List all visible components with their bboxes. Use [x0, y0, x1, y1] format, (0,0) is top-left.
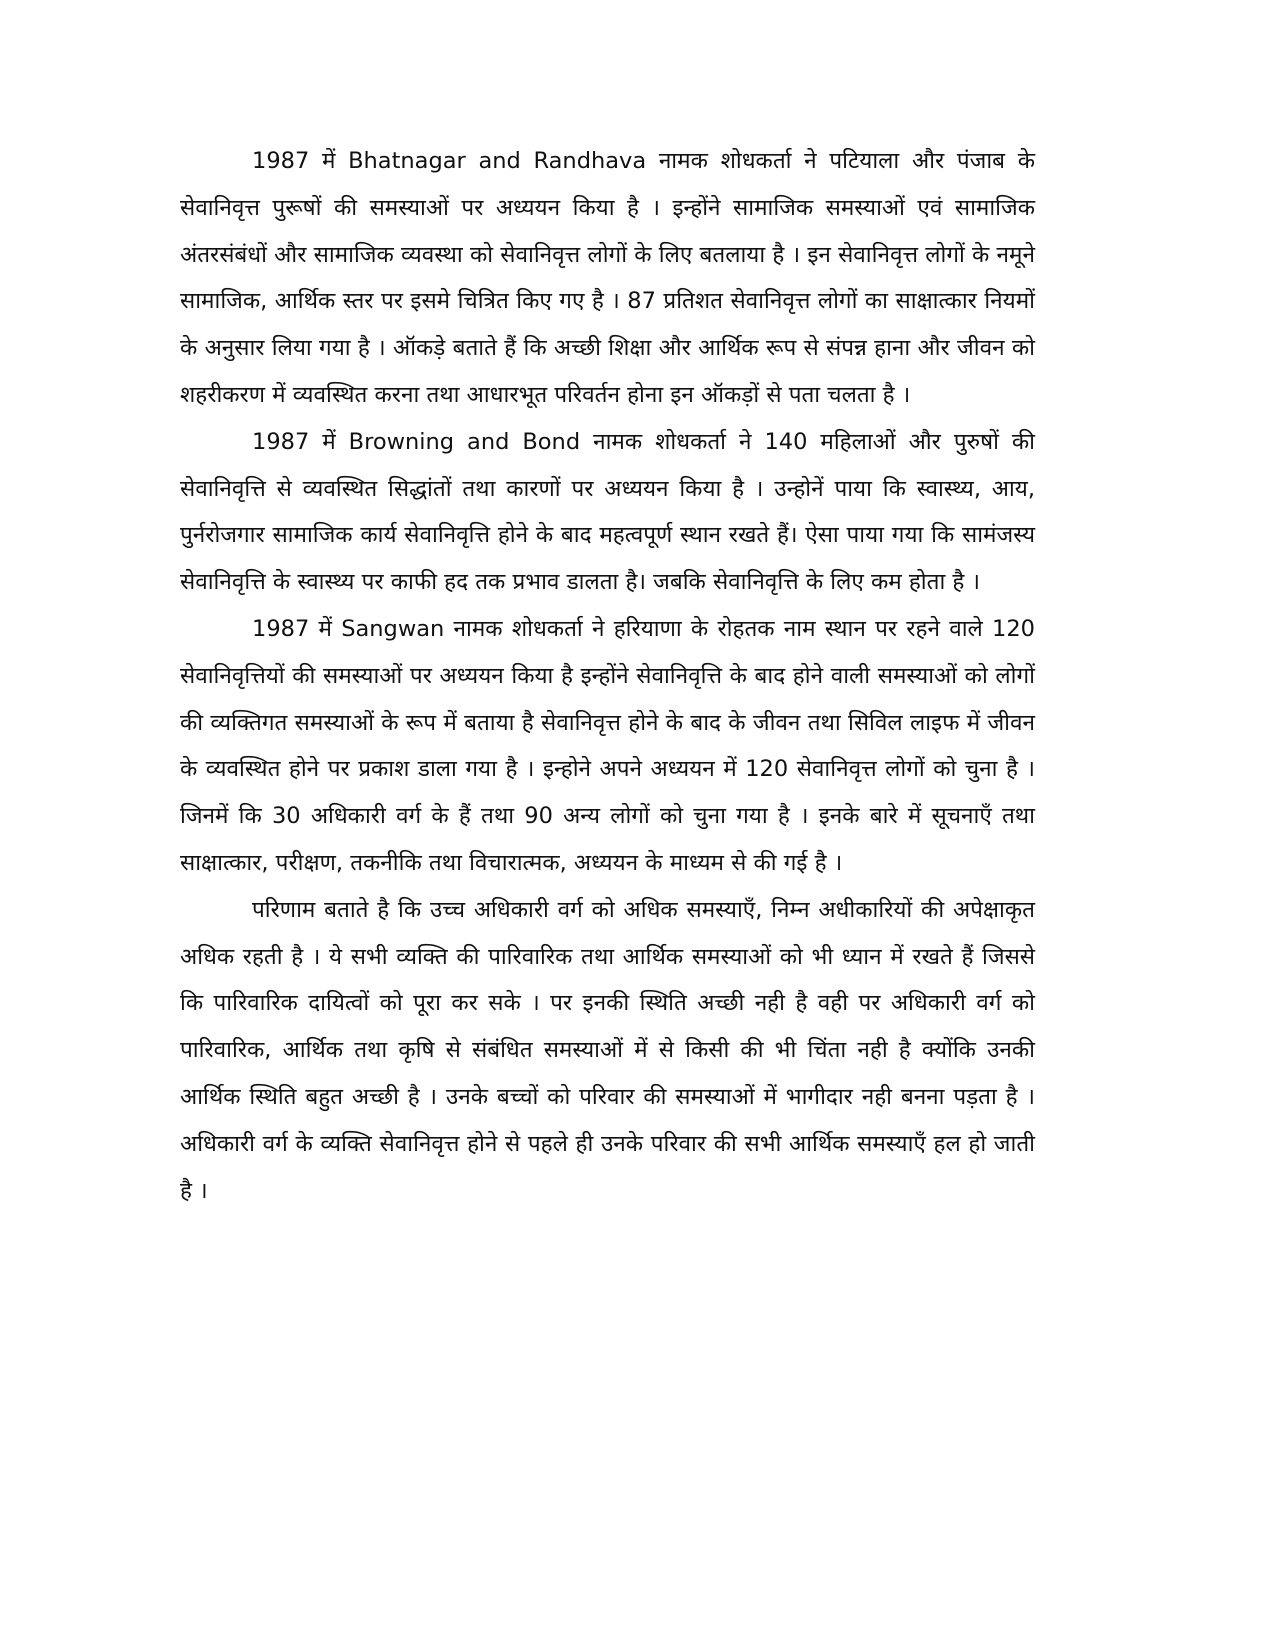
paragraph-browning-bond: 1987 में Browning and Bond नामक शोधकर्ता ने 140 महिलाओं और पुरुषों की सेवानिवृत्ति से व्यवस्थित सिद्धांतों तथा कारणों पर अध्ययन किया है । उन्होनें पाया कि स्वास्थ्य, आय, पुर्नरोजगार सामाजिक कार्य सेवानिवृत्ति होने के बाद महत्वपूर्ण स्थान रखते हैं। ऐसा पाया गया कि सामंजस्य सेवानिवृत्ति के स्वास्थ्य पर काफी हद तक प्रभाव डालता है। जबकि सेवानिवृत्ति के लिए कम होता है । [180, 428, 1035, 596]
paragraph-bhatnagar-randhava: 1987 में Bhatnagar and Randhava नामक शोधकर्ता ने पटियाला और पंजाब के सेवानिवृत्त पुरूषों की समस्याओं पर अध्ययन किया है । इन्होंने सामाजिक समस्याओं एवं सामाजिक अंतरसंबंधों और सामाजिक व्यवस्था को सेवानिवृत्त लोगों के लिए बतलाया है । इन सेवानिवृत्त लोगों के नमूने सामाजिक, आर्थिक स्तर पर इसमे चित्रित किए गए है । 87 प्रतिशत सेवानिवृत्त लोगों का साक्षात्कार नियमों के अनुसार लिया गया है । ऑकड़े बताते हैं कि अच्छी शिक्षा और आर्थिक रूप से संपन्न हाना और जीवन को शहरीकरण में व्यवस्थित करना तथा आधारभूत परिवर्तन होना इन ऑकड़ों से पता चलता है । [180, 148, 1035, 408]
paragraph-results: परिणाम बताते है कि उच्च अधिकारी वर्ग को अधिक समस्याएँ, निम्न अधीकारियों की अपेक्षाकृत अधिक रहती है । ये सभी व्यक्ति की पारिवारिक तथा आर्थिक समस्याओं को भी ध्यान में रखते हैं जिससे कि पारिवारिक दायित्वों को पूरा कर सके । पर इनकी स्थिति अच्छी नही है वही पर अधिकारी वर्ग को पारिवारिक, आर्थिक तथा कृषि से संबंधित समस्याओं में से किसी की भी चिंता नही है क्योंकि उनकी आर्थिक स्थिति बहुत अच्छी है । उनके बच्चों को परिवार की समस्याओं में भागीदार नही बनना पड़ता है । अधिकारी वर्ग के व्यक्ति सेवानिवृत्त होने से पहले ही उनके परिवार की सभी आर्थिक समस्याएँ हल हो जाती है । [180, 896, 1035, 1204]
paragraph-sangwan: 1987 में Sangwan नामक शोधकर्ता ने हरियाणा के रोहतक नाम स्थान पर रहने वाले 120 सेवानिवृत्तियों की समस्याओं पर अध्ययन किया है इन्होंने सेवानिवृत्ति के बाद होने वाली समस्याओं को लोगों की व्यक्तिगत समस्याओं के रूप में बताया है सेवानिवृत्त होने के बाद के जीवन तथा सिविल लाइफ में जीवन के व्यवस्थित होने पर प्रकाश डाला गया है । इन्होने अपने अध्ययन में 120 सेवानिवृत्त लोगों को चुना है । जिनमें कि 30 अधिकारी वर्ग के हैं तथा 90 अन्य लोगों को चुना गया है । इनके बारे में सूचनाएँ तथा साक्षात्कार, परीक्षण, तकनीकि तथा विचारात्मक, अध्ययन के माध्यम से की गई है । [180, 615, 1035, 876]
body-text [180, 138, 1035, 1214]
